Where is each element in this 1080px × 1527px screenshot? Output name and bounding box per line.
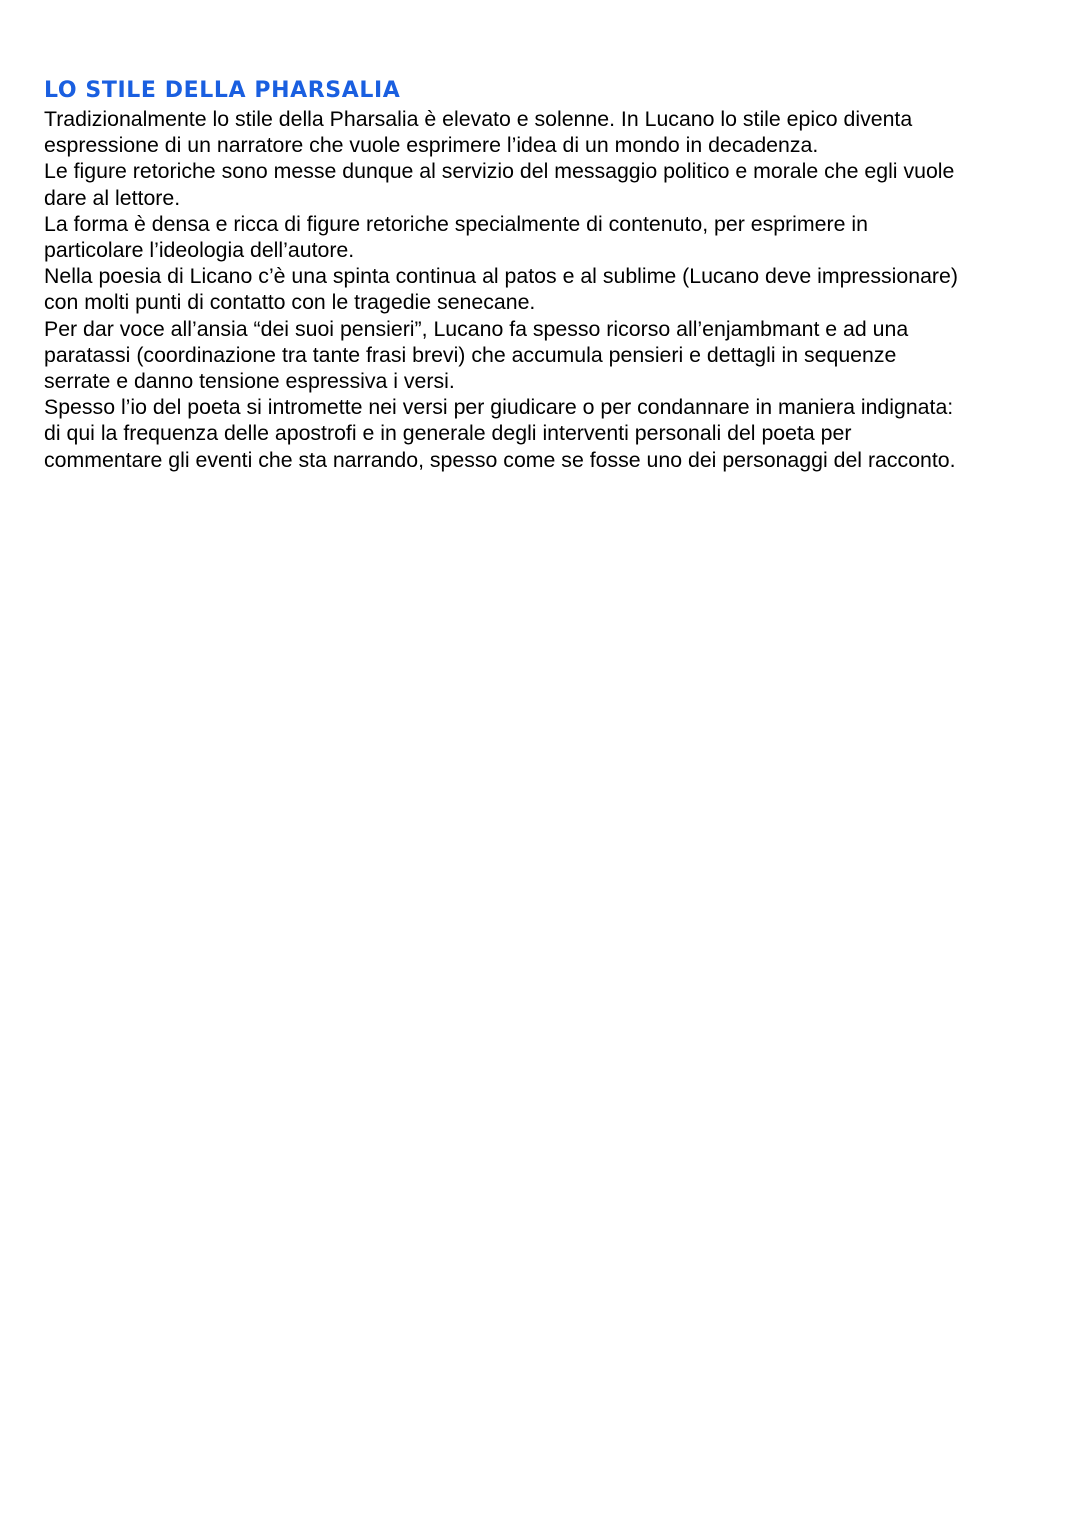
body-line: paratassi (coordinazione tra tante frasi brevi) che accumula pensieri e dettagli in sequenze (44, 342, 897, 367)
body-line: particolare l’ideologia dell’autore. (44, 238, 355, 263)
body-line: Per dar voce all’ansia “dei suoi pensieri”, Lucano fa spesso ricorso all’enjambmant e ad una (44, 316, 909, 341)
body-line: commentare gli eventi che sta narrando, spesso come se fosse uno dei personaggi del racconto. (44, 447, 956, 472)
body-line: Tradizionalmente lo stile della Pharsalia è elevato e solenne. In Lucano lo stile epico diventa (44, 107, 913, 131)
document-page (44, 76, 1054, 473)
body-line: Le figure retoriche sono messe dunque al servizio del messaggio politico e morale che egli vuole (44, 159, 955, 184)
document-heading: LO STILE DELLA PHARSALIA (44, 78, 401, 103)
body-line: Spesso l’io del poeta si intromette nei versi per giudicare o per condannare in maniera indignata: (44, 395, 954, 420)
body-line: Nella poesia di Licano c’è una spinta continua al patos e al sublime (Lucano deve impressionare) (44, 264, 958, 289)
body-line: con molti punti di contatto con le tragedie senecane. (44, 290, 536, 315)
body-line: di qui la frequenza delle apostrofi e in generale degli interventi personali del poeta per (44, 421, 852, 446)
document-body (44, 106, 1054, 473)
body-line: La forma è densa e ricca di figure retoriche specialmente di contenuto, per esprimere in (44, 211, 868, 236)
body-line: serrate e danno tensione espressiva i versi. (44, 369, 455, 394)
body-line: espressione di un narratore che vuole esprimere l’idea di un mondo in decadenza. (44, 133, 819, 158)
body-line: dare al lettore. (44, 185, 181, 210)
